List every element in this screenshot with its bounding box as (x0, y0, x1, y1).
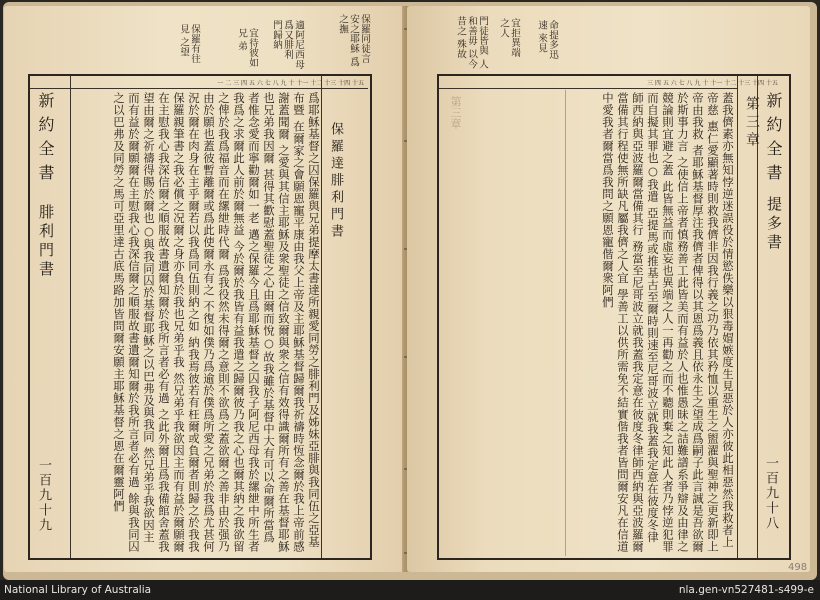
column-divider (321, 76, 322, 558)
book-title: 新約全書 (36, 92, 55, 188)
epistle-heading: 保羅達腓利門書 (328, 122, 343, 241)
margin-note: 宜拒異端 (509, 18, 520, 58)
margin-notes (430, 16, 488, 76)
image-identifier: nla.gen-vn527481-s499-e (678, 584, 814, 596)
margin-note: 人和善毋 (466, 16, 488, 69)
text-column: 納我焉彼若有枉爾或負爾者則歸之於我我保羅親筆書之我必償之况爾之身亦負於我也兄弟乎我 (172, 92, 201, 553)
page-number: 一百九十八 (763, 456, 778, 531)
text-column: 爲我役然未得爾之意則不欲爲之蓋欲爾之善非由於强乃由於願也蓋彼暫離爾或爲此使爾永有之 (202, 92, 231, 553)
column-divider (70, 76, 71, 558)
margin-note: 安之耶穌 (348, 14, 359, 54)
margin-note: 來見 (536, 33, 547, 54)
verse-number-rule (439, 88, 737, 89)
text-column: 今於爾於我皆有益我遣之歸爾彼乃我之心也爾其納之我欲留之俾於我爲福音而在縲紲時代爾 (217, 92, 246, 553)
text-column: 之愛與其信主耶穌及衆聖徒之信致爾與衆之信有效得識爾所有之善在基督耶穌也兄弟我因爾 (262, 92, 291, 553)
viewer-footer (0, 580, 820, 600)
library-credit: National Library of Australia (4, 584, 152, 596)
text-column: 惠仁愛顯著時則救我儕非因我行義之功乃依其矜恤以重生之盥濯與聖神之更新即上帝由我救 (691, 92, 720, 553)
chapter-heading: 第三章 (744, 96, 760, 150)
epistle-title: 腓利門書 (37, 204, 55, 280)
book-title: 新約全書 (764, 92, 783, 188)
margin-note: 之望 (178, 37, 189, 58)
text-column: 不復如僕乃爲逾於僕爲所愛之兄弟於我爲尤甚何況於爾在肉身在主乎爾若以我爲同伍則納之如 (187, 92, 216, 553)
verse-numbers: 三 四 五 六 七 八 九 十 十一 十二 十三 十四 十五 (647, 80, 778, 87)
margin-notes (268, 20, 304, 72)
text-column: 在爾家之會願恩寵平康由我父上帝及主耶穌基督歸爾我祈禱時恆念爾於我上帝前感謝蓋聞爾 (277, 92, 306, 553)
text-column: 者耶穌基督厚注我儕者俾得以其恩爲義且依永生之望成爲嗣子此言誠是吾欲爾於斯事力言 (676, 92, 705, 553)
margin-notes (176, 24, 200, 72)
margin-note: 保羅同徒言 (359, 14, 370, 64)
margin-note: 以今昔之 (455, 16, 477, 69)
text-column: 甚得其歡慰蓋聖徒之心由爾而悅○故我雖於基督中大有可以命爾所當爲者惟念愛而寧勸爾如一老 (247, 92, 276, 543)
text-column: 然兄弟乎我欲因主而有益於爾願爾在主慰我心我深信爾之順服故書遺爾知爾於我所言者必有過 (157, 92, 186, 553)
text-column: 餘與我同囚之以巴弗及同勞之馬可亞里達古底馬路加皆問爾安願主耶穌基督之恩在爾靈阿們 (112, 92, 141, 553)
column-divider (565, 90, 566, 556)
margin-note: 之人 (498, 18, 509, 38)
margin-note: 保羅有往見 (178, 24, 200, 64)
verse-number-rule (30, 88, 368, 89)
text-column: 之此外爾且爲我備館舍蓋我望由爾之祈禱得賜於爾也○與我同囚於基督耶穌之以巴弗及與我同 (142, 92, 171, 553)
verse-numbers: 一 二 三 四 五 六 七 八 九 十 十一 十二 十三 十四 十五 (217, 80, 364, 87)
text-column: 然兄弟乎我欲因主而有益於爾願爾在主慰我心我深信爾之順服故書遺爾知爾於我所言者必有過 (127, 92, 156, 543)
margin-notes (234, 28, 258, 72)
margin-note: 弟 (236, 41, 247, 52)
margin-note: 殊故 (455, 39, 466, 59)
show-through-heading: 第三章 (449, 96, 462, 129)
pencil-folio-number: 498 (788, 562, 808, 573)
text-column: 之使信上帝者慎務善工此皆美而有益於人也惟愚昧之詰難譜系爭辯及由律之競論則宜避之蓋 (661, 92, 690, 553)
page-number: 一百九十九 (36, 458, 51, 533)
text-column: 學善工以供所需免不結實偕我者皆問爾安凡在信道中愛我者爾當爲我問之願恩寵偕爾衆阿們 (601, 92, 630, 553)
text-column: 亞提馬或推基古至爾時則速至尼哥波立就我蓋我定意在彼度冬律師西納與亞波羅爾當備其行 (631, 92, 660, 543)
text-column: 蓋我儕素亦無知悖逆迷誤役於情慾佚樂以狠毒媢嫉度生見惡於人亦彼此相惡然我救者上帝慈 (706, 92, 735, 548)
margin-note: 門徒皆與 (477, 16, 488, 56)
margin-note: 爲又腓利 (282, 20, 293, 60)
margin-note: 適阿尼西母 (293, 20, 304, 70)
margin-note: 命提多迅速 (536, 20, 558, 60)
body-text (567, 92, 735, 554)
left-page (4, 6, 404, 572)
margin-notes (496, 18, 520, 68)
text-column: 務當至尼哥波立就我蓋我定意在彼度冬律師西納與亞波羅爾當備其行程使無所缺凡屬我儕之人宜 (616, 92, 645, 553)
margin-note: 門歸納 (271, 20, 282, 50)
margin-note: 爲之撫 (337, 14, 359, 67)
column-divider (737, 76, 738, 558)
epistle-title: 提多書 (765, 196, 783, 253)
text-column: 邁之保羅今且爲耶穌基督之囚我子阿尼西母我於縲紲中所生者我爲之求爾此人前於爾無益 (232, 92, 261, 553)
margin-notes (532, 20, 558, 68)
right-page (407, 6, 810, 572)
body-text (72, 92, 321, 554)
text-column: 此皆無益而虛妄也異端之人一再勸之而不聽則棄之知此人者乃悖逆犯罪而自擬其罪也○我遣 (646, 92, 675, 553)
margin-note: 宜待彼如兄 (236, 28, 258, 68)
text-column: 爲耶穌基督之囚保羅與兄弟提摩太書達所親愛同勞之腓利門及姊妹亞腓與我同伍之亞基布暨 (292, 92, 321, 548)
